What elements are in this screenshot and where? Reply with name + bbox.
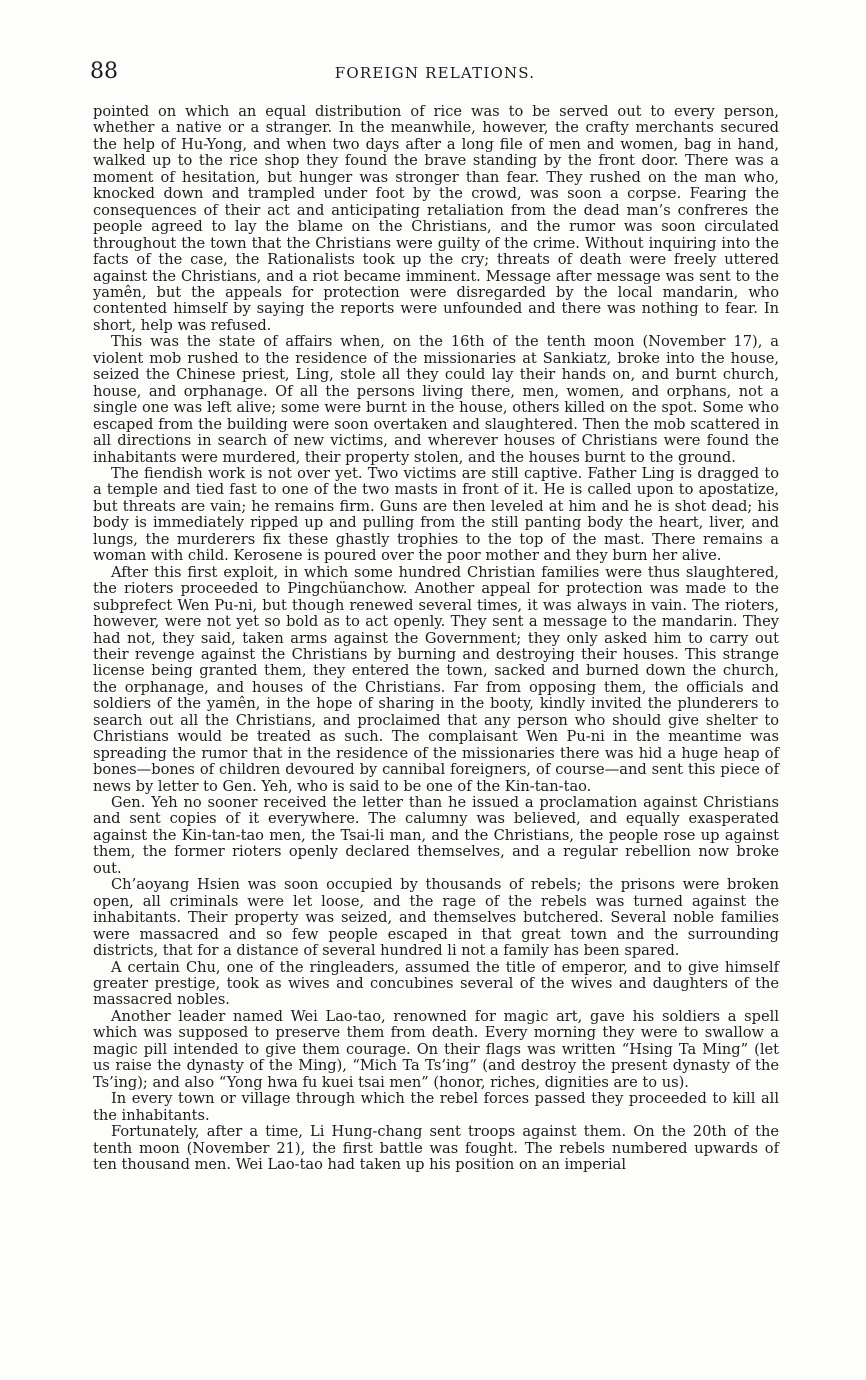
- paragraph: After this first exploit, in which some hundred Christian families were thus slaughtered, the rioters proceeded to Pingchüanchow. Another appeal for protection was made to the subprefect Wen Pu-ni, but though renewed several times, it was always in vain. The rioters, however, were not yet so bold as to act openly. They sent a message to the mandarin. They had not, they said, taken arms against the Government; they only asked him to carry out their revenge against the Christians by burning and destroying their houses. This strange license being granted them, they entered the town, sacked and burned down the church, the orphanage, and houses of the Christians. Far from opposing them, the officials and soldiers of the yamên, in the hope of sharing in the booty, kindly invited the plunderers to search out all the Christians, and proclaimed that any person who should give shelter to Christians would be treated as such. The complaisant Wen Pu-ni in the meantime was spreading the rumor that in the residence of the missionaries there was hid a huge heap of bones—bones of children devoured by cannibal foreigners, of course—and sent this piece of news by letter to Gen. Yeh, who is said to be one of the Kin-tan-tao.: [93, 563, 779, 795]
- body-text: [93, 104, 779, 1173]
- paragraph: Another leader named Wei Lao-tao, renowned for magic art, gave his soldiers a spell which was supposed to preserve them from death. Every morning they were to swallow a magic pill intended to give them courage. On their flags was written “Hsing Ta Ming” (let us raise the dynasty of the Ming), “Mich Ta Ts’ing” (and destroy the present dynasty of the Ts’ing); and also “Yong hwa fu kuei tsai men” (honor, riches, dignities are to us).: [93, 1007, 779, 1091]
- paragraph: A certain Chu, one of the ringleaders, assumed the title of emperor, and to give himself greater prestige, took as wives and concubines several of the wives and daughters of the massacred nobles.: [93, 958, 779, 1009]
- paragraph: pointed on which an equal distribution of rice was to be served out to every person, whether a native or a stranger. In the meanwhile, however, the crafty merchants secured the help of Hu-Yong, and when two days after a long file of men and women, bag in hand, walked up to the rice shop they found the brave standing by the front door. There was a moment of hesitation, but hunger was stronger than fear. They rushed on the man who, knocked down and trampled under foot by the crowd, was soon a corpse. Fearing the consequences of their act and anticipating retaliation from the dead man’s confreres the people agreed to lay the blame on the Christians, and the rumor was soon circulated throughout the town that the Christians were guilty of the crime. Without inquiring into the facts of the case, the Rationalists took up the cry; threats of death were freely uttered against the Christians, and a riot became imminent. Message after message was sent to the yamên, but the appeals for protection were disregarded by the local mandarin, who contented himself by saying the reports were unfounded and there was nothing to fear. In short, help was refused.: [93, 103, 779, 334]
- paragraph: Gen. Yeh no sooner received the letter than he issued a proclamation against Christians and sent copies of it everywhere. The calumny was believed, and equally exasperated against the Kin-tan-tao men, the Tsai-li man, and the Christians, the people rose up against them, the former rioters openly declared themselves, and a regular rebellion now broke out.: [93, 794, 779, 877]
- page-header: [90, 60, 780, 84]
- page-number: 88: [90, 59, 118, 84]
- paragraph: Fortunately, after a time, Li Hung-chang sent troops against them. On the 20th of the tenth moon (November 21), the first battle was fought. The rebels numbered upwards of ten thousand men. Wei Lao-tao had taken up his position on an imperial: [93, 1123, 779, 1173]
- paragraph: The fiendish work is not over yet. Two victims are still captive. Father Ling is dragged to a temple and tied fast to one of the two masts in front of it. He is called upon to apostatize, but threats are vain; he remains firm. Guns are then leveled at him and he is shot dead; his body is immediately ripped up and pulling from the still panting body the heart, liver, and lungs, the murderers fix these ghastly trophies to the top of the mast. There remains a woman with child. Kerosene is poured over the poor mother and they burn her alive.: [93, 464, 779, 565]
- paragraph: Ch’aoyang Hsien was soon occupied by thousands of rebels; the prisons were broken open, all criminals were let loose, and the rage of the rebels was turned against the inhabitants. Their property was seized, and themselves butchered. Several noble families were massacred and so few people escaped in that great town and the surrounding districts, that for a distance of several hundred li not a family has been spared.: [93, 876, 779, 960]
- running-head: FOREIGN RELATIONS.: [334, 64, 536, 82]
- paragraph: This was the state of affairs when, on the 16th of the tenth moon (November 17), a violent mob rushed to the residence of the missionaries at Sankiatz, broke into the house, seized the Chinese priest, Ling, stole all they could lay their hands on, and burnt church, house, and orphanage. Of all the persons living there, men, women, and orphans, not a single one was left alive; some were burnt in the house, others killed on the spot. Some who escaped from the building were soon overtaken and slaughtered. Then the mob scattered in all directions in search of new victims, and wherever houses of Christians were found the inhabitants were murdered, their property stolen, and the houses burnt to the ground.: [93, 333, 779, 466]
- paragraph: In every town or village through which the rebel forces passed they proceeded to kill all the inhabitants.: [93, 1090, 779, 1124]
